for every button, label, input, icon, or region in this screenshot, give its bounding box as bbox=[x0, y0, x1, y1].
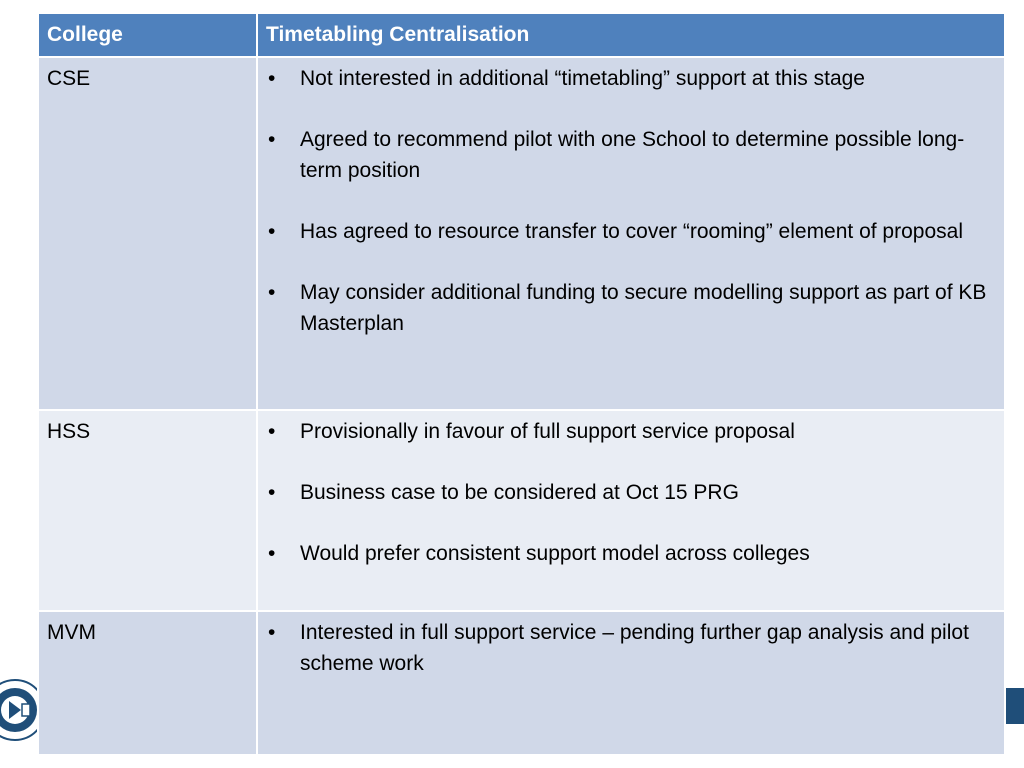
bullet-icon: • bbox=[268, 621, 276, 644]
list-item bbox=[266, 277, 996, 339]
timetabling-table bbox=[37, 12, 1006, 756]
points-cell bbox=[257, 611, 1005, 755]
list-item bbox=[266, 416, 996, 447]
bullet-icon: • bbox=[268, 281, 276, 304]
table-row bbox=[38, 410, 1005, 611]
points-cell bbox=[257, 57, 1005, 410]
bullet-icon: • bbox=[268, 481, 276, 504]
list-item-text: Would prefer consistent support model across colleges bbox=[300, 542, 810, 565]
college-name: HSS bbox=[38, 410, 257, 611]
bullet-icon: • bbox=[268, 420, 276, 443]
header-timetabling-centralisation: Timetabling Centralisation bbox=[257, 13, 1005, 57]
table-row bbox=[38, 611, 1005, 755]
table-row bbox=[38, 57, 1005, 410]
bullet-list bbox=[266, 63, 996, 339]
list-item bbox=[266, 538, 996, 569]
list-item bbox=[266, 124, 996, 186]
slide-edge-tab bbox=[1006, 688, 1024, 724]
list-item bbox=[266, 63, 996, 94]
points-cell bbox=[257, 410, 1005, 611]
bullet-icon: • bbox=[268, 220, 276, 243]
list-item-text: Provisionally in favour of full support service proposal bbox=[300, 420, 795, 443]
bullet-list bbox=[266, 416, 996, 569]
list-item bbox=[266, 477, 996, 508]
bullet-icon: • bbox=[268, 67, 276, 90]
bullet-list bbox=[266, 617, 996, 679]
list-item bbox=[266, 617, 996, 679]
college-name: CSE bbox=[38, 57, 257, 410]
list-item bbox=[266, 216, 996, 247]
college-name: MVM bbox=[38, 611, 257, 755]
bullet-icon: • bbox=[268, 542, 276, 565]
list-item-text: Business case to be considered at Oct 15 PRG bbox=[300, 481, 739, 504]
bullet-icon: • bbox=[268, 128, 276, 151]
list-item-text: Not interested in additional “timetabling” support at this stage bbox=[300, 67, 865, 90]
list-item-text: Interested in full support service – pending further gap analysis and pilot scheme work bbox=[300, 621, 969, 675]
header-college: College bbox=[38, 13, 257, 57]
list-item-text: Has agreed to resource transfer to cover “rooming” element of proposal bbox=[300, 220, 963, 243]
list-item-text: Agreed to recommend pilot with one School to determine possible long-term position bbox=[300, 128, 965, 182]
list-item-text: May consider additional funding to secure modelling support as part of KB Masterplan bbox=[300, 281, 987, 335]
table-header-row bbox=[38, 13, 1005, 57]
